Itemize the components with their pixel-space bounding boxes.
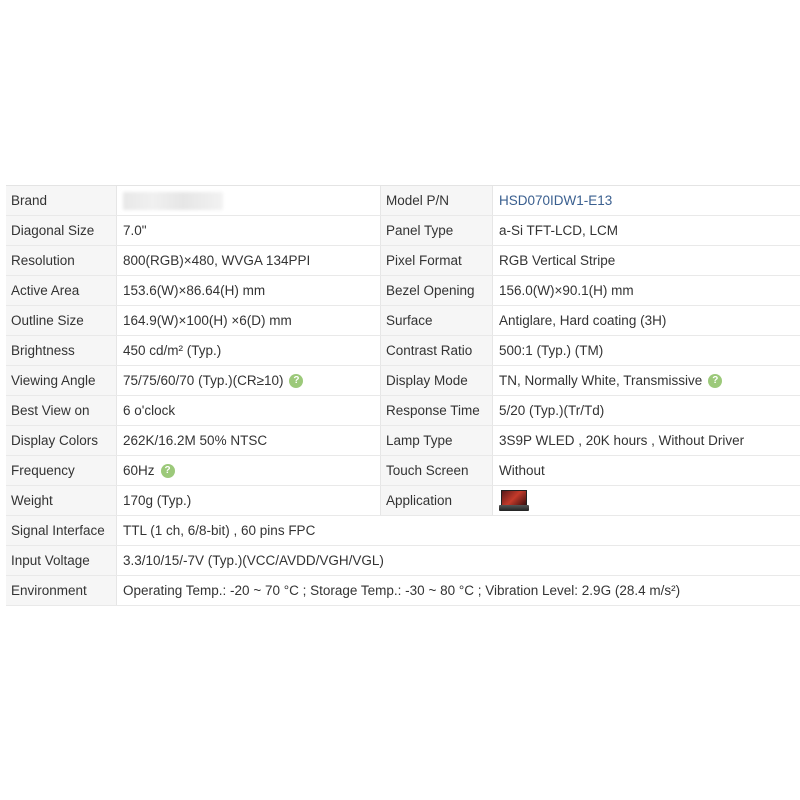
label-touch-screen: Touch Screen: [381, 456, 493, 485]
value-response-time: 5/20 (Typ.)(Tr/Td): [499, 403, 605, 418]
label-display-mode: Display Mode: [381, 366, 493, 395]
display-mode-text: TN, Normally White, Transmissive: [499, 373, 703, 388]
label-signal-interface: Signal Interface: [6, 516, 117, 545]
value-signal-interface: TTL (1 ch, 6/8-bit) , 60 pins FPC: [123, 523, 316, 538]
spec-row-outline-size: [6, 306, 800, 336]
value-surface: Antiglare, Hard coating (3H): [499, 313, 667, 328]
label-frequency: Frequency: [6, 456, 117, 485]
value-input-voltage: 3.3/10/15/-7V (Typ.)(VCC/AVDD/VGH/VGL): [123, 553, 384, 568]
automotive-display-icon[interactable]: [499, 489, 529, 513]
spec-table: [6, 185, 800, 606]
label-brand: Brand: [6, 186, 117, 215]
model-pn-link[interactable]: HSD070IDW1-E13: [499, 193, 613, 208]
spec-row-frequency: [6, 456, 800, 486]
value-active-area: 153.6(W)×86.64(H) mm: [117, 276, 381, 305]
value-panel-type: a-Si TFT-LCD, LCM: [499, 223, 619, 238]
value-frequency: [117, 456, 381, 485]
label-panel-type: Panel Type: [381, 216, 493, 245]
value-bezel-opening: 156.0(W)×90.1(H) mm: [499, 283, 634, 298]
label-input-voltage: Input Voltage: [6, 546, 117, 575]
label-lamp-type: Lamp Type: [381, 426, 493, 455]
label-resolution: Resolution: [6, 246, 117, 275]
value-resolution: 800(RGB)×480, WVGA 134PPI: [117, 246, 381, 275]
spec-row-environment: [6, 576, 800, 606]
label-application: Application: [381, 486, 493, 515]
value-diagonal-size: 7.0": [117, 216, 381, 245]
label-outline-size: Outline Size: [6, 306, 117, 335]
spec-row-display-colors: [6, 426, 800, 456]
value-lamp-type: 3S9P WLED , 20K hours , Without Driver: [499, 433, 745, 448]
value-brand: [117, 186, 381, 215]
spec-row-diagonal: [6, 216, 800, 246]
label-viewing-angle: Viewing Angle: [6, 366, 117, 395]
question-circle-icon[interactable]: ?: [161, 464, 175, 478]
label-display-colors: Display Colors: [6, 426, 117, 455]
value-contrast-ratio: 500:1 (Typ.) (TM): [499, 343, 604, 358]
brand-logo-blurred: [123, 192, 223, 210]
value-viewing-angle: [117, 366, 381, 395]
spec-row-signal-interface: [6, 516, 800, 546]
spec-row-weight: [6, 486, 800, 516]
label-weight: Weight: [6, 486, 117, 515]
value-touch-screen: Without: [499, 463, 545, 478]
label-environment: Environment: [6, 576, 117, 605]
label-diagonal-size: Diagonal Size: [6, 216, 117, 245]
spec-row-best-view: [6, 396, 800, 426]
value-pixel-format: RGB Vertical Stripe: [499, 253, 616, 268]
value-outline-size: 164.9(W)×100(H) ×6(D) mm: [117, 306, 381, 335]
label-active-area: Active Area: [6, 276, 117, 305]
label-response-time: Response Time: [381, 396, 493, 425]
label-model-pn: Model P/N: [381, 186, 493, 215]
label-contrast-ratio: Contrast Ratio: [381, 336, 493, 365]
value-environment: Operating Temp.: -20 ~ 70 °C ; Storage Temp.: -30 ~ 80 °C ; Vibration Level: 2.9G (28.4 m/s²): [123, 583, 681, 598]
spec-row-resolution: [6, 246, 800, 276]
spec-row-input-voltage: [6, 546, 800, 576]
viewing-angle-text: 75/75/60/70 (Typ.)(CR≥10): [123, 373, 284, 388]
app-thumb-base: [499, 505, 529, 511]
value-best-view: 6 o'clock: [117, 396, 381, 425]
question-circle-icon[interactable]: ?: [708, 374, 722, 388]
label-bezel-opening: Bezel Opening: [381, 276, 493, 305]
label-pixel-format: Pixel Format: [381, 246, 493, 275]
label-brightness: Brightness: [6, 336, 117, 365]
value-display-colors: 262K/16.2M 50% NTSC: [117, 426, 381, 455]
value-application: [493, 486, 800, 515]
frequency-text: 60Hz: [123, 463, 155, 478]
value-model-pn[interactable]: [493, 186, 800, 215]
label-best-view: Best View on: [6, 396, 117, 425]
spec-row-brand: [6, 186, 800, 216]
spec-row-viewing-angle: [6, 366, 800, 396]
app-thumb-screen: [501, 490, 527, 506]
question-circle-icon[interactable]: ?: [289, 374, 303, 388]
value-display-mode: [493, 366, 800, 395]
spec-row-active-area: [6, 276, 800, 306]
spec-row-brightness: [6, 336, 800, 366]
value-weight: 170g (Typ.): [117, 486, 381, 515]
label-surface: Surface: [381, 306, 493, 335]
value-brightness: 450 cd/m² (Typ.): [117, 336, 381, 365]
